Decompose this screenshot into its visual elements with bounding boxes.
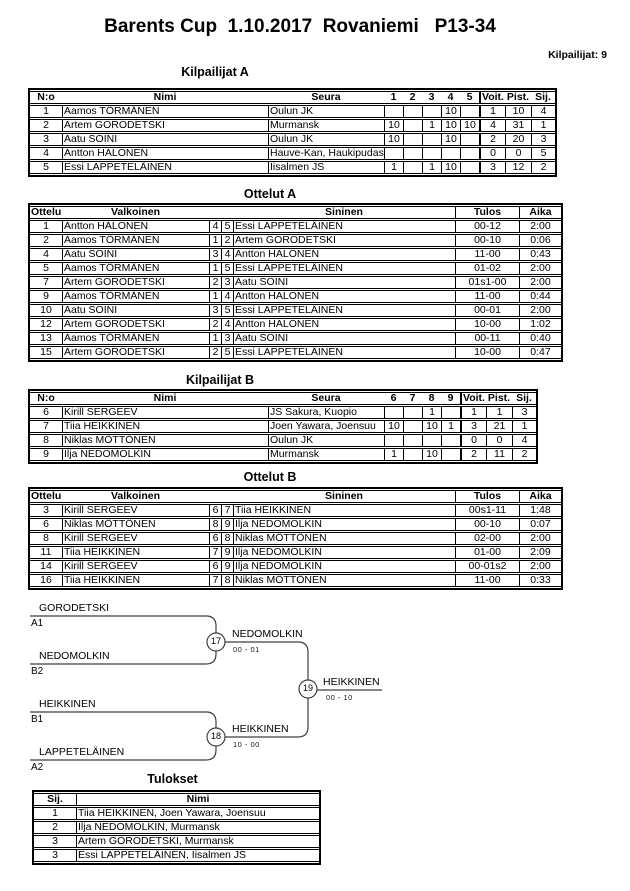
- cell-match: 16: [30, 574, 62, 587]
- cell-blue: Artem GORODETSKI: [233, 234, 455, 247]
- cell-name: Artem GORODETSKI: [62, 119, 268, 132]
- cell-club: Murmansk: [268, 448, 384, 461]
- cell-round-6: 10: [384, 420, 403, 433]
- cell-white-no: 7: [209, 574, 221, 587]
- col-club: Seura: [268, 91, 384, 104]
- section-title-results: Tulokset: [147, 772, 198, 786]
- cell-time: 2:00: [519, 262, 561, 275]
- cell-name: Antton HALONEN: [62, 147, 268, 160]
- cell-match: 9: [30, 290, 62, 303]
- cell-match: 1: [30, 220, 62, 233]
- col-place: Sij.: [531, 91, 555, 104]
- cell-white-no: 1: [209, 332, 221, 345]
- col-match: Ottelu: [31, 206, 62, 218]
- match-number-18: 18: [210, 731, 221, 741]
- cell-time: 2:00: [519, 532, 561, 545]
- cell-points: 20: [505, 133, 531, 146]
- cell-white: Tiia HEIKKINEN: [62, 574, 209, 587]
- cell-white: Niklas MÖTTÖNEN: [62, 518, 209, 531]
- cell-time: 1:48: [519, 504, 561, 517]
- cell-name: Aatu SOINI: [62, 133, 268, 146]
- cell-white: Aamos TÖRMÄNEN: [62, 290, 209, 303]
- cell-blue-no: 7: [221, 504, 233, 517]
- cell-round-1: 10: [384, 133, 403, 146]
- col-no: N:o: [30, 91, 62, 104]
- cell-blue: Antton HALONEN: [233, 248, 455, 261]
- cell-time: 2:00: [519, 560, 561, 573]
- cell-round-5: 10: [460, 119, 479, 132]
- cell-round-8: 1: [422, 406, 441, 419]
- cell-round-3: 1: [422, 119, 441, 132]
- cell-place: 1: [531, 119, 555, 132]
- cell-white-no: 2: [209, 346, 221, 359]
- cell-match: 4: [30, 248, 62, 261]
- cell-club: Murmansk: [268, 119, 384, 132]
- bracket-slot-code-b1: B1: [31, 714, 44, 725]
- cell-blue: Tiia HEIKKINEN: [233, 504, 455, 517]
- bracket-slot-name-a2: LAPPETELÄINEN: [39, 746, 125, 758]
- cell-blue-no: 4: [221, 248, 233, 261]
- participants-count: Kilpailijat: 9: [548, 49, 607, 61]
- col-round-1: 1: [384, 91, 403, 104]
- cell-time: 0:07: [519, 518, 561, 531]
- cell-club: JS Sakura, Kuopio: [268, 406, 384, 419]
- cell-result: 02-00: [455, 532, 519, 545]
- cell-white-no: 1: [209, 262, 221, 275]
- cell-name: Tiia HEIKKINEN, Joen Yawara, Joensuu: [76, 807, 319, 820]
- cell-name: Essi LAPPETELÄINEN: [62, 161, 268, 174]
- cell-points: 1: [486, 406, 512, 419]
- col-place: Sij.: [512, 392, 536, 405]
- table-header-row: [34, 793, 319, 806]
- cell-blue-no: 9: [221, 546, 233, 559]
- col-name: Nimi: [76, 793, 319, 806]
- cell-round-3: 1: [422, 161, 441, 174]
- cell-blue: Aatu SOINI: [233, 276, 455, 289]
- cell-place: 1: [512, 420, 536, 433]
- cell-round-4: 10: [441, 119, 460, 132]
- cell-points: 11: [486, 448, 512, 461]
- cell-name: Essi LAPPETELÄINEN, Iisalmen JS: [76, 849, 319, 862]
- col-result: Tulos: [455, 206, 519, 219]
- cell-result: 01-02: [455, 262, 519, 275]
- cell-time: 0:33: [519, 574, 561, 587]
- cell-white: Artem GORODETSKI: [62, 346, 209, 359]
- table-row: [34, 849, 319, 862]
- bracket-score-17: 00 - 01: [233, 645, 260, 654]
- cell-blue-no: 5: [221, 304, 233, 317]
- col-round-4: 4: [441, 91, 460, 104]
- cell-blue-no: 5: [221, 262, 233, 275]
- col-blue: Sininen: [233, 490, 455, 503]
- cell-time: 0:44: [519, 290, 561, 303]
- bracket-slot-code-a2: A2: [31, 762, 44, 773]
- cell-match: 7: [30, 276, 62, 289]
- cell-place: 2: [512, 448, 536, 461]
- cell-time: 0:06: [519, 234, 561, 247]
- cell-blue: Niklas MÖTTÖNEN: [233, 532, 455, 545]
- cell-place: 2: [34, 821, 76, 834]
- col-round-2: 2: [403, 91, 422, 104]
- cell-white: Kirill SERGEEV: [62, 560, 209, 573]
- cell-points: 12: [505, 161, 531, 174]
- cell-white-no: 8: [209, 518, 221, 531]
- cell-result: 11-00: [455, 248, 519, 261]
- results-table: [32, 790, 321, 865]
- cell-points: 31: [505, 119, 531, 132]
- cell-white: Artem GORODETSKI: [62, 318, 209, 331]
- cell-white-no: 6: [209, 504, 221, 517]
- cell-no: 8: [30, 434, 62, 447]
- cell-result: 00-12: [455, 220, 519, 233]
- col-name: Nimi: [62, 392, 268, 405]
- cell-white: Artem GORODETSKI: [62, 276, 209, 289]
- cell-match: 11: [30, 546, 62, 559]
- cell-points: 0: [486, 434, 512, 447]
- col-no: N:o: [30, 392, 62, 405]
- cell-place: 2: [531, 161, 555, 174]
- section-title-matches-a: Ottelut A: [243, 187, 297, 201]
- cell-blue: Ilja NEDOMOLKIN: [233, 518, 455, 531]
- cell-wins: 1: [479, 105, 505, 118]
- cell-white: Aamos TÖRMÄNEN: [62, 234, 209, 247]
- cell-place: 3: [34, 835, 76, 848]
- cell-place: 4: [531, 105, 555, 118]
- cell-match: 2: [30, 234, 62, 247]
- cell-result: 00-10: [455, 234, 519, 247]
- results-rows: [34, 807, 319, 862]
- cell-wins: 4: [479, 119, 505, 132]
- cell-match: 15: [30, 346, 62, 359]
- cell-round-4: 10: [441, 105, 460, 118]
- page-title: Barents Cup 1.10.2017 Rovaniemi P13-34: [104, 16, 496, 37]
- cell-points: 10: [505, 105, 531, 118]
- cell-no: 7: [30, 420, 62, 433]
- bracket-slot-code-a1: A1: [31, 618, 44, 629]
- cell-blue-no: 3: [221, 332, 233, 345]
- cell-time: 2:09: [519, 546, 561, 559]
- cell-match: 14: [30, 560, 62, 573]
- cell-white: Aatu SOINI: [62, 304, 209, 317]
- cell-white-no: 2: [209, 276, 221, 289]
- cell-club: Oulun JK: [268, 105, 384, 118]
- cell-blue-no: 9: [221, 560, 233, 573]
- cell-no: 2: [30, 119, 62, 132]
- cell-white: Tiia HEIKKINEN: [62, 546, 209, 559]
- bracket-slot-name-a1: GORODETSKI: [39, 602, 110, 614]
- cell-blue-no: 8: [221, 574, 233, 587]
- col-name: Nimi: [62, 91, 268, 104]
- cell-white: Kirill SERGEEV: [62, 532, 209, 545]
- cell-time: 2:00: [519, 304, 561, 317]
- col-round-3: 3: [422, 91, 441, 104]
- bracket-winner-18: HEIKKINEN: [232, 723, 289, 735]
- cell-club: Joen Yawara, Joensuu: [268, 420, 384, 433]
- cell-match: 12: [30, 318, 62, 331]
- cell-result: 11-00: [455, 290, 519, 303]
- col-round-6: 6: [384, 392, 403, 405]
- cell-white-no: 1: [209, 290, 221, 303]
- cell-white-no: 6: [209, 560, 221, 573]
- cell-no: 6: [30, 406, 62, 419]
- cell-match: 5: [30, 262, 62, 275]
- cell-club: Iisalmen JS: [268, 161, 384, 174]
- col-match: Ottelu: [31, 490, 62, 502]
- col-time: Aika: [519, 490, 561, 503]
- cell-white-no: 2: [209, 318, 221, 331]
- cell-blue: Essi LAPPETELÄINEN: [233, 220, 455, 233]
- cell-white: Antton HALONEN: [62, 220, 209, 233]
- cell-blue: Ilja NEDOMOLKIN: [233, 546, 455, 559]
- cell-blue: Antton HALONEN: [233, 290, 455, 303]
- cell-time: 1:02: [519, 318, 561, 331]
- table-row: [34, 821, 319, 834]
- cell-result: 00-10: [455, 518, 519, 531]
- match-number-19: 19: [302, 683, 313, 693]
- cell-result: 00s1-11: [455, 504, 519, 517]
- cell-wins: 2: [460, 448, 486, 461]
- bracket-score-19: 00 - 10: [326, 693, 353, 702]
- cell-points: 21: [486, 420, 512, 433]
- cell-blue: Aatu SOINI: [233, 332, 455, 345]
- cell-no: 3: [30, 133, 62, 146]
- cell-club: Oulun JK: [268, 434, 384, 447]
- col-points: Pist.: [487, 392, 511, 404]
- cell-match: 8: [30, 532, 62, 545]
- col-points: Pist.: [506, 91, 530, 103]
- col-wins: Voit.: [479, 91, 505, 104]
- cell-result: 00-01: [455, 304, 519, 317]
- cell-match: 13: [30, 332, 62, 345]
- cell-result: 01-00: [455, 546, 519, 559]
- cell-result: 10-00: [455, 346, 519, 359]
- cell-round-9: 1: [441, 420, 460, 433]
- cell-name: Kirill SERGEEV: [62, 406, 268, 419]
- cell-name: Ilja NEDOMOLKIN, Murmansk: [76, 821, 319, 834]
- cell-no: 4: [30, 147, 62, 160]
- cell-wins: 3: [479, 161, 505, 174]
- cell-round-1: 1: [384, 161, 403, 174]
- bracket-winner-17: NEDOMOLKIN: [232, 628, 303, 640]
- cell-blue-no: 5: [221, 346, 233, 359]
- cell-white-no: 1: [209, 234, 221, 247]
- cell-white-no: 7: [209, 546, 221, 559]
- cell-time: 0:40: [519, 332, 561, 345]
- col-place: Sij.: [34, 793, 76, 806]
- col-round-5: 5: [460, 91, 479, 104]
- cell-time: 0:43: [519, 248, 561, 261]
- bracket-slot-name-b2: NEDOMOLKIN: [39, 650, 110, 662]
- cell-blue: Essi LAPPETELÄINEN: [233, 346, 455, 359]
- cell-white-no: 3: [209, 304, 221, 317]
- cell-name: Aamos TÖRMÄNEN: [62, 105, 268, 118]
- col-round-8: 8: [422, 392, 441, 405]
- cell-round-4: 10: [441, 133, 460, 146]
- cell-name: Ilja NEDOMOLKIN: [62, 448, 268, 461]
- col-result: Tulos: [455, 490, 519, 503]
- cell-result: 01s1-00: [455, 276, 519, 289]
- cell-wins: 3: [460, 420, 486, 433]
- cell-blue: Niklas MÖTTÖNEN: [233, 574, 455, 587]
- cell-no: 9: [30, 448, 62, 461]
- cell-result: 11-00: [455, 574, 519, 587]
- col-club: Seura: [268, 392, 384, 405]
- cell-place: 5: [531, 147, 555, 160]
- cell-match: 3: [30, 504, 62, 517]
- bracket-slot-code-b2: B2: [31, 666, 44, 677]
- cell-blue-no: 2: [221, 234, 233, 247]
- cell-name: Niklas MÖTTÖNEN: [62, 434, 268, 447]
- col-round-9: 9: [441, 392, 460, 405]
- bracket-score-18: 10 - 00: [233, 740, 260, 749]
- cell-result: 00-01s2: [455, 560, 519, 573]
- cell-blue: Ilja NEDOMOLKIN: [233, 560, 455, 573]
- cell-white-no: 3: [209, 248, 221, 261]
- cell-white-no: 4: [209, 220, 221, 233]
- cell-match: 6: [30, 518, 62, 531]
- cell-result: 00-11: [455, 332, 519, 345]
- cell-round-4: 10: [441, 161, 460, 174]
- cell-time: 2:00: [519, 276, 561, 289]
- cell-white: Aatu SOINI: [62, 248, 209, 261]
- section-title-pool-b: Kilpailijat B: [185, 373, 255, 387]
- cell-place: 1: [34, 807, 76, 820]
- cell-place: 3: [34, 849, 76, 862]
- cell-wins: 1: [460, 406, 486, 419]
- cell-blue: Essi LAPPETELÄINEN: [233, 262, 455, 275]
- cell-wins: 0: [479, 147, 505, 160]
- table-row: [34, 807, 319, 820]
- cell-blue-no: 3: [221, 276, 233, 289]
- cell-wins: 2: [479, 133, 505, 146]
- cell-round-8: 10: [422, 448, 441, 461]
- col-wins: Voit.: [460, 392, 486, 405]
- match-number-17: 17: [210, 636, 221, 646]
- cell-result: 10-00: [455, 318, 519, 331]
- cell-white: Aamos TÖRMÄNEN: [62, 262, 209, 275]
- col-round-7: 7: [403, 392, 422, 405]
- cell-club: Hauve-Kan, Haukipudas: [270, 147, 384, 159]
- cell-blue-no: 8: [221, 532, 233, 545]
- cell-no: 1: [30, 105, 62, 118]
- cell-white-no: 6: [209, 532, 221, 545]
- table-row: [34, 835, 319, 848]
- cell-blue-no: 9: [221, 518, 233, 531]
- cell-place: 3: [512, 406, 536, 419]
- cell-no: 5: [30, 161, 62, 174]
- cell-round-1: 10: [384, 119, 403, 132]
- cell-match: 10: [30, 304, 62, 317]
- cell-blue-no: 4: [221, 318, 233, 331]
- cell-points: 0: [505, 147, 531, 160]
- cell-club: Oulun JK: [268, 133, 384, 146]
- cell-blue: Essi LAPPETELÄINEN: [233, 304, 455, 317]
- cell-place: 3: [531, 133, 555, 146]
- cell-wins: 0: [460, 434, 486, 447]
- col-time: Aika: [519, 206, 561, 219]
- cell-blue-no: 5: [221, 220, 233, 233]
- bracket-winner-19: HEIKKINEN: [323, 676, 380, 688]
- col-white: Valkoinen: [62, 206, 209, 219]
- cell-white: Kirill SERGEEV: [62, 504, 209, 517]
- cell-place: 4: [512, 434, 536, 447]
- cell-time: 0:47: [519, 346, 561, 359]
- cell-time: 2:00: [519, 220, 561, 233]
- bracket-slot-name-b1: HEIKKINEN: [39, 698, 96, 710]
- col-white: Valkoinen: [62, 490, 209, 503]
- col-blue: Sininen: [233, 206, 455, 219]
- cell-name: Artem GORODETSKI, Murmansk: [76, 835, 319, 848]
- cell-white: Aamos TÖRMÄNEN: [62, 332, 209, 345]
- cell-blue-no: 4: [221, 290, 233, 303]
- cell-round-8: 10: [422, 420, 441, 433]
- cell-blue: Antton HALONEN: [233, 318, 455, 331]
- section-title-matches-b: Ottelut B: [243, 470, 297, 484]
- cell-name: Tiia HEIKKINEN: [62, 420, 268, 433]
- section-title-pool-a: Kilpailijat A: [181, 65, 249, 79]
- cell-round-6: 1: [384, 448, 403, 461]
